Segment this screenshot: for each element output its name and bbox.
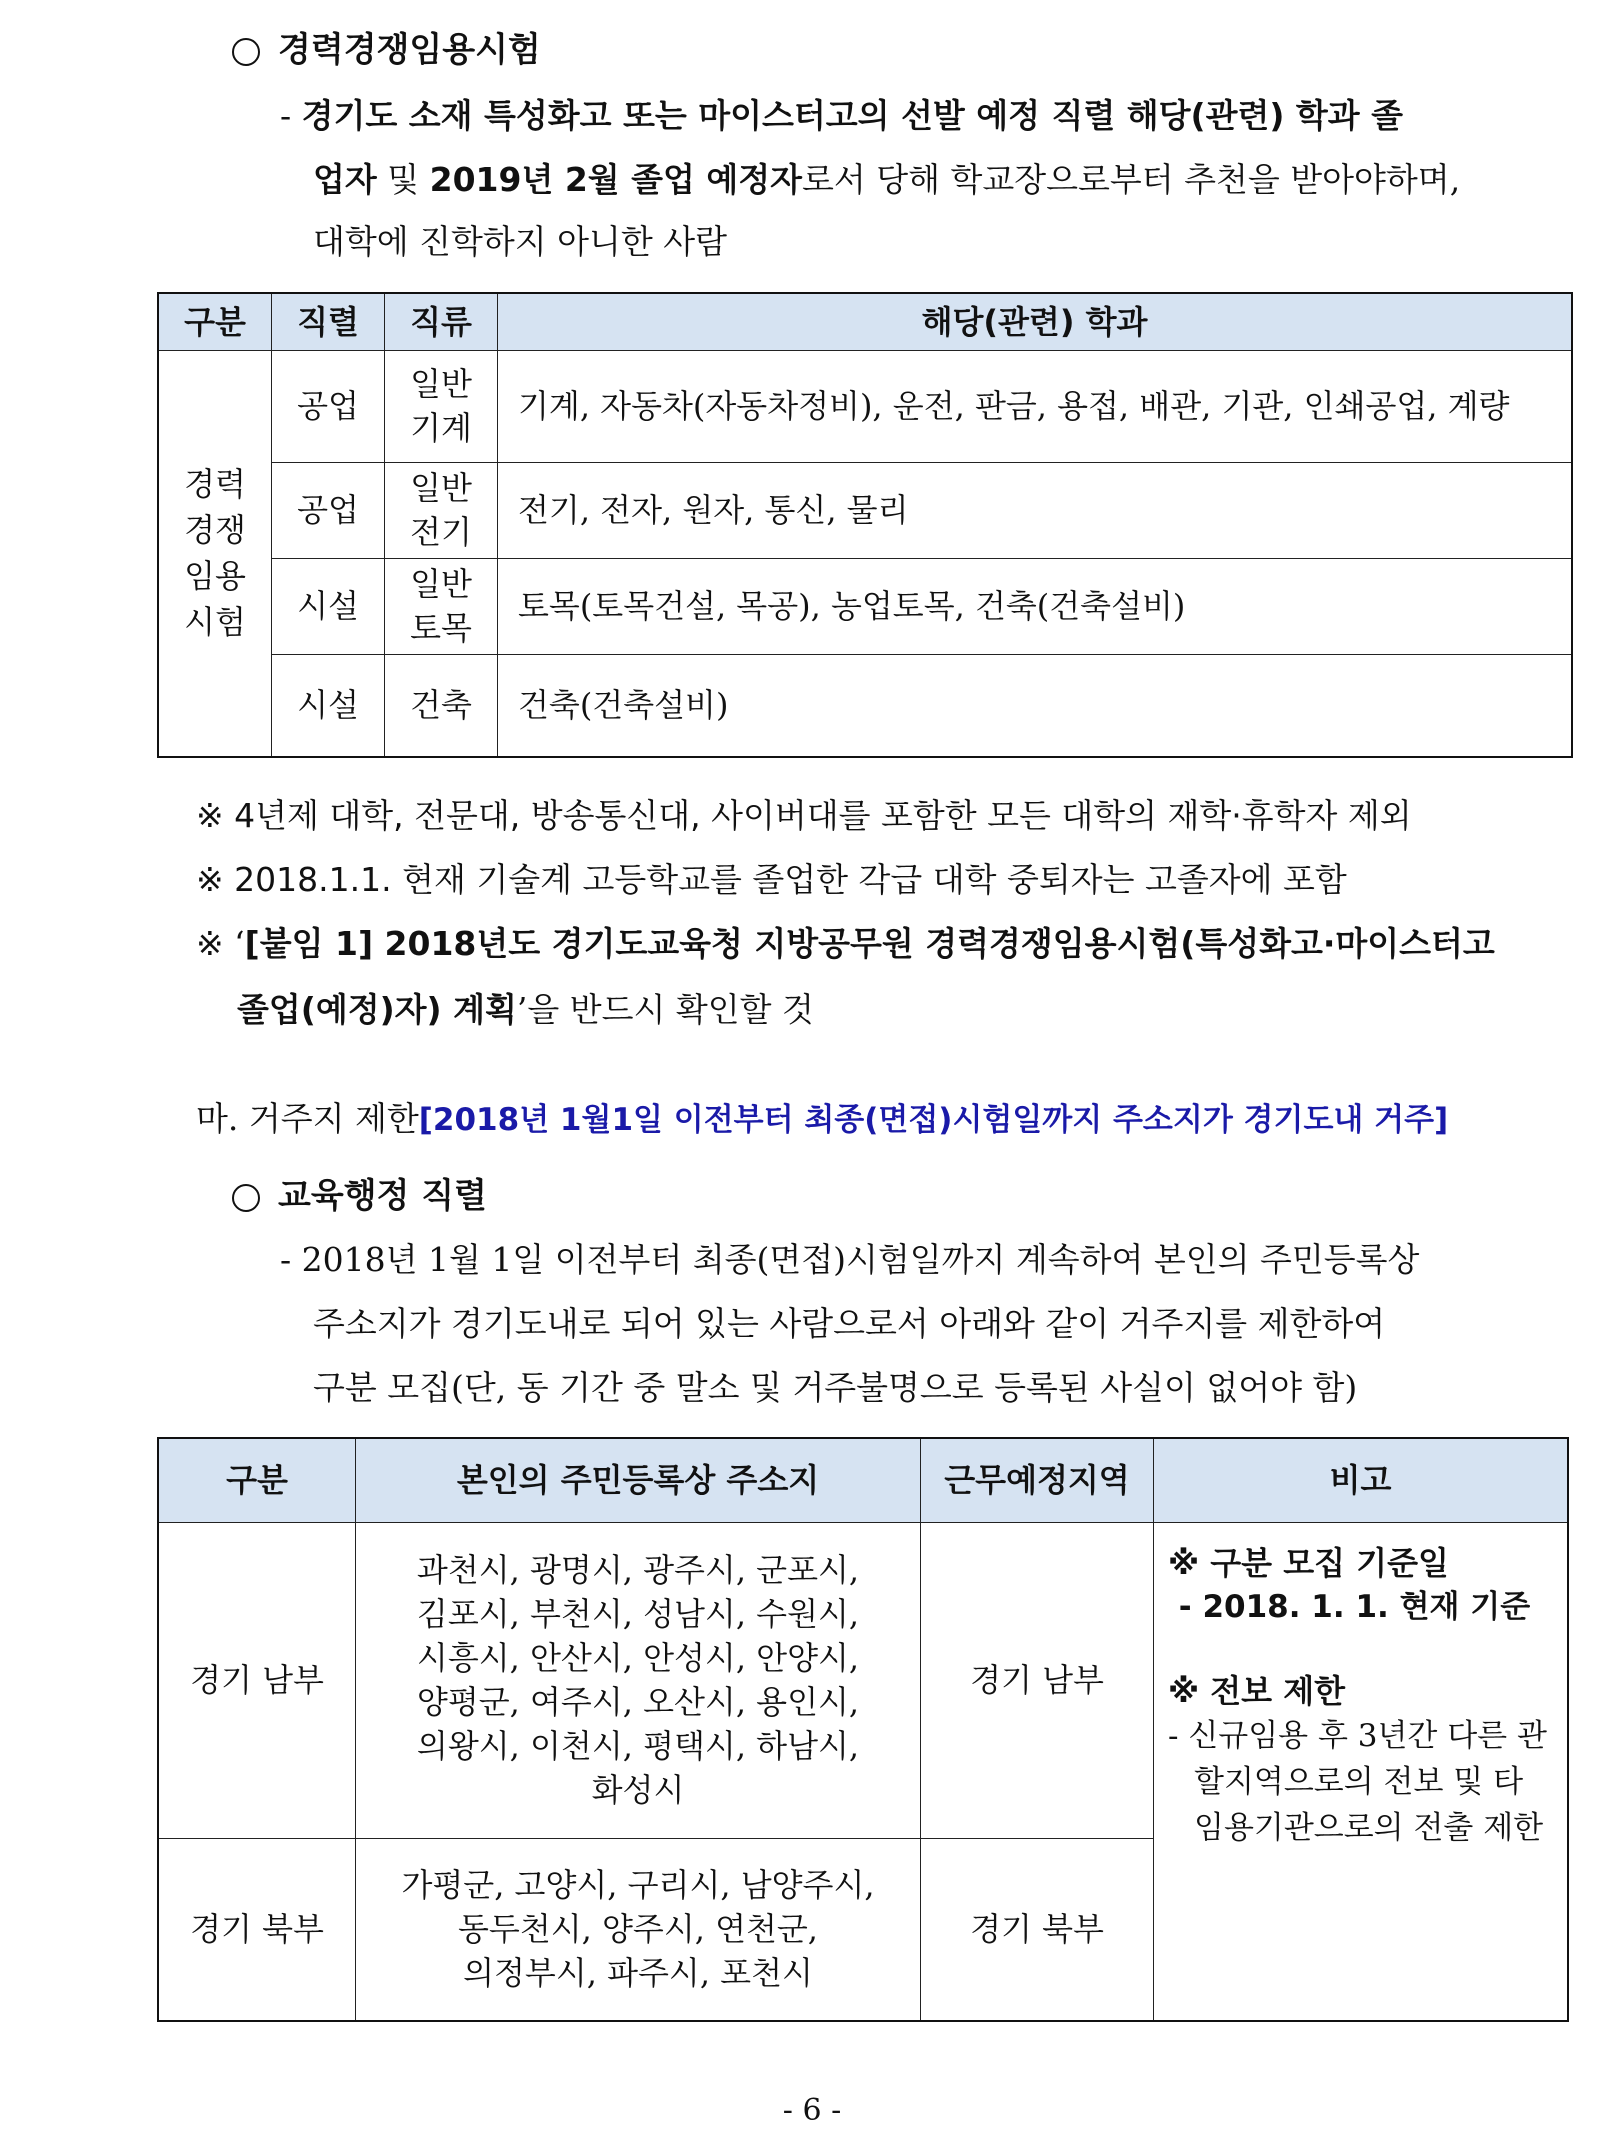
th-category: 구분	[158, 1438, 356, 1522]
group-label: 경력 경쟁 임용 시험	[158, 350, 272, 757]
eligibility-line-1	[280, 94, 1403, 138]
residence-line-3: 구분 모집(단, 동 기간 중 말소 및 거주불명으로 등록된 사실이 없어야 함)	[313, 1368, 1358, 1407]
work-region-cell: 경기 북부	[921, 1838, 1154, 2021]
th-remark: 비고	[1154, 1438, 1569, 1522]
residence-label: 마. 거주지 제한	[196, 1099, 419, 1138]
remark-title-1: ※ 구분 모집 기준일	[1168, 1544, 1449, 1583]
dept-table-header-row	[158, 293, 1572, 350]
class-cell: 일반 토목	[385, 558, 498, 654]
residence-table	[157, 1437, 1569, 2022]
eligibility-text-2: 및	[376, 160, 430, 199]
class-cell: 일반 전기	[385, 462, 498, 558]
eligibility-bold-2: 업자	[313, 160, 377, 199]
note-text: 2018.1.1. 현재 기술계 고등학교를 졸업한 각급 대학 중퇴자는 고졸자에 포함	[234, 860, 1347, 899]
section-heading-text: 교육행정 직렬	[278, 1176, 487, 1216]
th-series: 직렬	[272, 293, 385, 350]
residence-highlight: [2018년 1월1일 이전부터 최종(면접)시험일까지 주소지가 경기도내 거주]	[418, 1102, 1449, 1138]
address-cell: 과천시, 광명시, 광주시, 군포시, 김포시, 부천시, 성남시, 수원시, 시흥시, 안산시, 안성시, 안양시, 양평군, 여주시, 오산시, 용인시, 의왕시, 이천시, 평택시, 하남시, 화성시	[356, 1522, 921, 1838]
section-heading-admin	[232, 1168, 487, 1217]
work-region-cell: 경기 남부	[921, 1522, 1154, 1838]
eligibility-text-3: 로서 당해 학교장으로부터 추천을 받아야하며,	[802, 160, 1461, 199]
residence-line-2: 주소지가 경기도내로 되어 있는 사람으로서 아래와 같이 거주지를 제한하여	[313, 1304, 1386, 1343]
th-category: 구분	[158, 293, 272, 350]
departments-cell: 전기, 전자, 원자, 통신, 물리	[498, 462, 1573, 558]
remark-line-1: - 2018. 1. 1. 현재 기준	[1168, 1589, 1531, 1626]
residence-restriction-line	[196, 1097, 1448, 1142]
circle-bullet-icon	[232, 38, 260, 66]
series-cell: 시설	[272, 654, 385, 757]
note-2	[196, 858, 1347, 902]
class-cell: 건축	[385, 654, 498, 757]
dept-table	[157, 292, 1573, 758]
th-work-region: 근무예정지역	[921, 1438, 1154, 1522]
note-3-continued	[237, 988, 814, 1032]
remark-title-2: ※ 전보 제한	[1168, 1672, 1346, 1711]
series-cell: 시설	[272, 558, 385, 654]
note-mark: ※	[196, 924, 224, 963]
note-bold: [붙임 1] 2018년도 경기도교육청 지방공무원 경력경쟁임용시험(특성화고·마이스터고	[244, 924, 1495, 963]
quote-open: ‘	[234, 924, 245, 963]
note-text: ’을 반드시 확인할 것	[516, 990, 814, 1029]
circle-bullet-icon	[232, 1184, 260, 1212]
section-heading-text: 경력경쟁임용시험	[278, 30, 541, 70]
eligibility-line-3: 대학에 진학하지 아니한 사람	[313, 222, 728, 261]
departments-cell: 기계, 자동차(자동차정비), 운전, 판금, 용접, 배관, 기관, 인쇄공업, 계량	[498, 350, 1573, 462]
region-cell: 경기 남부	[158, 1522, 356, 1838]
departments-cell: 건축(건축설비)	[498, 654, 1573, 757]
note-1	[196, 794, 1412, 838]
note-text: 4년제 대학, 전문대, 방송통신대, 사이버대를 포함한 모든 대학의 재학·휴학자 제외	[234, 796, 1412, 835]
departments-cell: 토목(토목건설, 목공), 농업토목, 건축(건축설비)	[498, 558, 1573, 654]
note-mark: ※	[196, 860, 224, 899]
table-row	[158, 462, 1572, 558]
region-cell: 경기 북부	[158, 1838, 356, 2021]
residence-table-header-row	[158, 1438, 1568, 1522]
eligibility-line-2	[313, 158, 1460, 202]
remark-cell	[1154, 1522, 1569, 2021]
section-heading-career	[232, 22, 541, 71]
th-class: 직류	[385, 293, 498, 350]
bullet-dash: -	[280, 96, 302, 135]
eligibility-bold-3: 2019년 2월 졸업 예정자	[429, 160, 803, 199]
class-cell: 일반 기계	[385, 350, 498, 462]
note-3	[196, 922, 1495, 966]
th-departments: 해당(관련) 학과	[498, 293, 1573, 350]
page-number: - 6 -	[782, 2093, 842, 2128]
remark-line-2: - 신규임용 후 3년간 다른 관할지역으로의 전보 및 타 임용기관으로의 전출 제한	[1168, 1718, 1547, 1847]
table-row	[158, 654, 1572, 757]
eligibility-bold-1: 경기도 소재 특성화고 또는 마이스터고의 선발 예정 직렬 해당(관련) 학과 졸	[301, 96, 1404, 135]
note-bold: 졸업(예정)자) 계획	[237, 990, 517, 1029]
note-mark: ※	[196, 796, 224, 835]
table-row	[158, 558, 1572, 654]
table-row	[158, 350, 1572, 462]
th-address: 본인의 주민등록상 주소지	[356, 1438, 921, 1522]
residence-line-1: - 2018년 1월 1일 이전부터 최종(면접)시험일까지 계속하여 본인의 주민등록상	[280, 1240, 1420, 1279]
address-cell: 가평군, 고양시, 구리시, 남양주시, 동두천시, 양주시, 연천군, 의정부시, 파주시, 포천시	[356, 1838, 921, 2021]
series-cell: 공업	[272, 350, 385, 462]
table-row	[158, 1522, 1568, 1838]
series-cell: 공업	[272, 462, 385, 558]
